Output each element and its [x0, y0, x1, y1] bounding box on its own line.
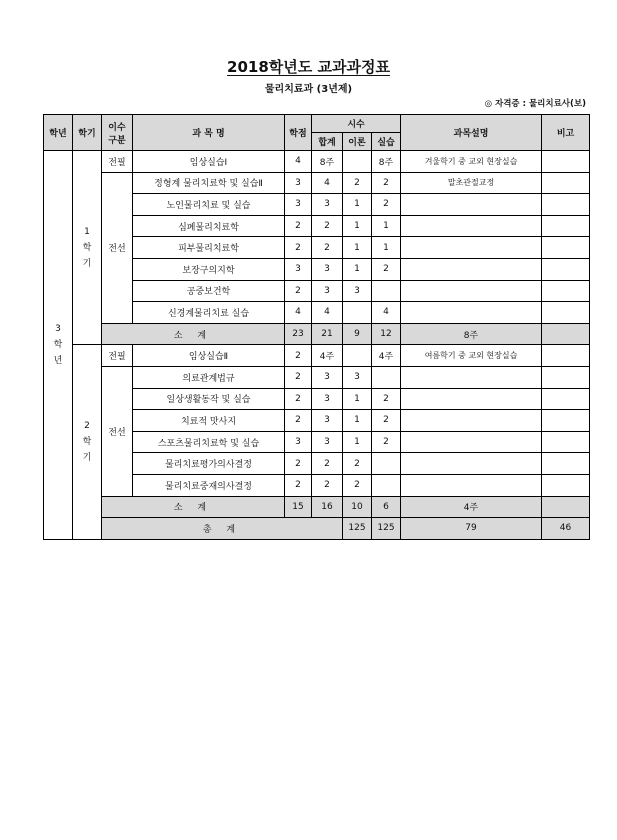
- credit-cell: 23: [285, 323, 312, 345]
- hours-total-cell: 4: [312, 302, 343, 324]
- hours-practice-cell: 6: [372, 496, 401, 518]
- page-title: 2018학년도 교과과정표: [227, 58, 390, 76]
- subject-cell: 피부물리치료학: [133, 237, 285, 259]
- remark-cell: [542, 410, 590, 432]
- hours-theory-cell: 1: [343, 388, 372, 410]
- subject-cell: 일상생활동작 및 실습: [133, 388, 285, 410]
- subject-cell: 물리치료평가의사결정: [133, 453, 285, 475]
- hours-theory-cell: 1: [343, 237, 372, 259]
- hours-total-cell: 2: [312, 237, 343, 259]
- hours-practice-cell: 4주: [372, 345, 401, 367]
- subject-cell: 스포츠물리치료학 및 실습: [133, 431, 285, 453]
- description-cell: [401, 474, 542, 496]
- qualification-note: ◎ 자격증 : 물리치료사(보): [484, 99, 586, 109]
- hours-theory-cell: 3: [343, 280, 372, 302]
- hours-total-cell: 21: [312, 323, 343, 345]
- hours-theory-cell: 1: [343, 431, 372, 453]
- credit-cell: 2: [285, 215, 312, 237]
- description-cell: [401, 215, 542, 237]
- description-cell: [401, 194, 542, 216]
- hours-total-cell: 4주: [312, 345, 343, 367]
- description-cell: [401, 431, 542, 453]
- hours-practice-cell: 1: [372, 215, 401, 237]
- hours-practice-cell: [372, 453, 401, 475]
- remark-cell: [542, 323, 590, 345]
- header-term: 학기: [73, 115, 102, 151]
- hours-theory-cell: 1: [343, 194, 372, 216]
- header-hours-theory: 이론: [343, 133, 372, 151]
- hours-theory-cell: 79: [401, 518, 542, 540]
- subtotal-label: 소 계: [102, 323, 285, 345]
- table-row: [44, 366, 590, 388]
- hours-practice-cell: 2: [372, 410, 401, 432]
- hours-theory-cell: 3: [343, 366, 372, 388]
- credit-cell: 3: [285, 172, 312, 194]
- subtotal-row: [44, 323, 590, 345]
- description-cell: 4주: [401, 496, 542, 518]
- description-cell: [401, 302, 542, 324]
- remark-cell: [542, 237, 590, 259]
- hours-theory-cell: [343, 345, 372, 367]
- header-description: 과목설명: [401, 115, 542, 151]
- description-cell: [401, 280, 542, 302]
- credit-cell: 4: [285, 302, 312, 324]
- hours-practice-cell: 4: [372, 302, 401, 324]
- remark-cell: [542, 194, 590, 216]
- remark-cell: [542, 474, 590, 496]
- term-cell: 1 학 기: [73, 151, 102, 345]
- header-hours-practice: 실습: [372, 133, 401, 151]
- credit-cell: 3: [285, 431, 312, 453]
- subject-cell: 치료적 맛사지: [133, 410, 285, 432]
- credit-cell: 2: [285, 474, 312, 496]
- hours-practice-cell: [372, 280, 401, 302]
- hours-total-cell: 16: [312, 496, 343, 518]
- header-hours-total: 합계: [312, 133, 343, 151]
- credit-cell: 2: [285, 280, 312, 302]
- subject-cell: 노인물리치료 및 실습: [133, 194, 285, 216]
- credit-cell: 3: [285, 194, 312, 216]
- description-cell: [401, 237, 542, 259]
- subject-cell: 정형계 물리치료학 및 실습Ⅱ: [133, 172, 285, 194]
- subtotal-row: [44, 496, 590, 518]
- hours-theory-cell: 2: [343, 474, 372, 496]
- description-cell: [401, 388, 542, 410]
- description-cell: 8주: [401, 323, 542, 345]
- table-row: [44, 345, 590, 367]
- remark-cell: [542, 345, 590, 367]
- subject-cell: 임상실습Ⅰ: [133, 151, 285, 173]
- remark-cell: [542, 496, 590, 518]
- hours-practice-cell: 2: [372, 431, 401, 453]
- hours-theory-cell: [343, 151, 372, 173]
- hours-total-cell: 3: [312, 410, 343, 432]
- remark-cell: [542, 172, 590, 194]
- header-subject: 과 목 명: [133, 115, 285, 151]
- hours-total-cell: 3: [312, 431, 343, 453]
- hours-total-cell: 4: [312, 172, 343, 194]
- subject-cell: 심폐물리치료학: [133, 215, 285, 237]
- credit-cell: 2: [285, 237, 312, 259]
- table-row: [44, 172, 590, 194]
- hours-theory-cell: 1: [343, 258, 372, 280]
- hours-theory-cell: [343, 302, 372, 324]
- description-cell: [401, 366, 542, 388]
- hours-theory-cell: 2: [343, 453, 372, 475]
- description-cell: 여름학기 중 교외 현장실습: [401, 345, 542, 367]
- course-type-cell: 전필: [102, 345, 133, 367]
- header-year: 학년: [44, 115, 73, 151]
- credit-cell: 125: [343, 518, 372, 540]
- hours-total-cell: 2: [312, 215, 343, 237]
- hours-total-cell: 3: [312, 366, 343, 388]
- credit-cell: 3: [285, 258, 312, 280]
- hours-theory-cell: 1: [343, 215, 372, 237]
- subject-cell: 임상실습Ⅱ: [133, 345, 285, 367]
- hours-practice-cell: 2: [372, 194, 401, 216]
- remark-cell: [542, 280, 590, 302]
- hours-practice-cell: 8주: [372, 151, 401, 173]
- hours-total-cell: 3: [312, 388, 343, 410]
- header-remark: 비고: [542, 115, 590, 151]
- grand-total-row: [44, 518, 590, 540]
- hours-practice-cell: 1: [372, 237, 401, 259]
- curriculum-table: [43, 114, 590, 540]
- hours-practice-cell: [372, 366, 401, 388]
- hours-total-cell: 2: [312, 453, 343, 475]
- hours-practice-cell: 46: [542, 518, 590, 540]
- remark-cell: [542, 215, 590, 237]
- credit-cell: 2: [285, 388, 312, 410]
- subject-cell: 공중보건학: [133, 280, 285, 302]
- credit-cell: 15: [285, 496, 312, 518]
- credit-cell: 2: [285, 410, 312, 432]
- hours-practice-cell: [372, 474, 401, 496]
- remark-cell: [542, 302, 590, 324]
- hours-total-cell: 2: [312, 474, 343, 496]
- subject-cell: 물리치료중재의사결정: [133, 474, 285, 496]
- subject-cell: 신경계물리치료 실습: [133, 302, 285, 324]
- hours-theory-cell: 2: [343, 172, 372, 194]
- hours-practice-cell: 2: [372, 388, 401, 410]
- subject-cell: 보장구의지학: [133, 258, 285, 280]
- description-cell: 겨울학기 중 교외 현장실습: [401, 151, 542, 173]
- credit-cell: 2: [285, 366, 312, 388]
- header-credit: 학점: [285, 115, 312, 151]
- description-cell: 말초관절교정: [401, 172, 542, 194]
- hours-total-cell: 125: [372, 518, 401, 540]
- remark-cell: [542, 366, 590, 388]
- header-course-type: 이수 구분: [102, 115, 133, 151]
- hours-practice-cell: 2: [372, 258, 401, 280]
- hours-total-cell: 3: [312, 280, 343, 302]
- subtotal-label: 소 계: [102, 496, 285, 518]
- credit-cell: 2: [285, 453, 312, 475]
- hours-total-cell: 8주: [312, 151, 343, 173]
- remark-cell: [542, 151, 590, 173]
- header-hours: 시수: [312, 115, 401, 133]
- hours-total-cell: 3: [312, 258, 343, 280]
- hours-practice-cell: 2: [372, 172, 401, 194]
- course-type-cell: 전선: [102, 172, 133, 323]
- description-cell: [401, 258, 542, 280]
- course-type-cell: 전필: [102, 151, 133, 173]
- credit-cell: 4: [285, 151, 312, 173]
- term-cell: 2 학 기: [73, 345, 102, 539]
- hours-theory-cell: 10: [343, 496, 372, 518]
- subject-cell: 의료관계법규: [133, 366, 285, 388]
- year-cell: 3 학 년: [44, 151, 73, 540]
- description-cell: [401, 410, 542, 432]
- description-cell: [401, 453, 542, 475]
- remark-cell: [542, 258, 590, 280]
- table-row: [44, 151, 590, 173]
- hours-total-cell: 3: [312, 194, 343, 216]
- hours-practice-cell: 12: [372, 323, 401, 345]
- credit-cell: 2: [285, 345, 312, 367]
- hours-theory-cell: 9: [343, 323, 372, 345]
- grand-total-label: 총 계: [102, 518, 343, 540]
- remark-cell: [542, 453, 590, 475]
- course-type-cell: 전선: [102, 366, 133, 496]
- department-subtitle: 물리치료과 (3년제): [264, 84, 353, 95]
- remark-cell: [542, 431, 590, 453]
- remark-cell: [542, 388, 590, 410]
- hours-theory-cell: 1: [343, 410, 372, 432]
